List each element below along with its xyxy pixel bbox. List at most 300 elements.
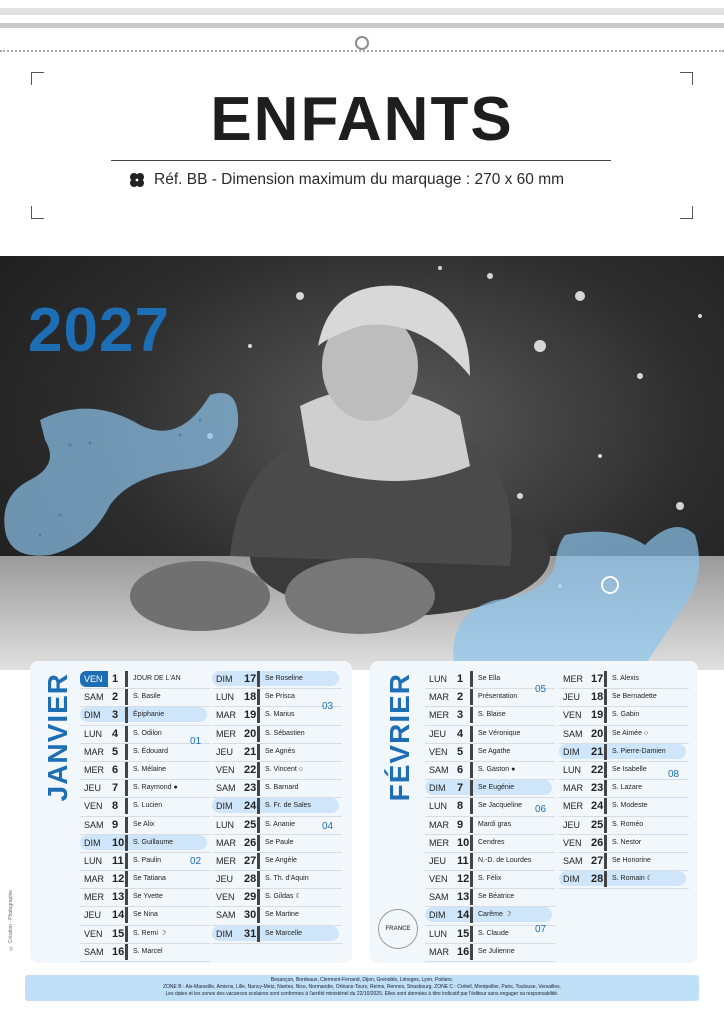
day-number: 9: [112, 818, 119, 831]
day-name: MAR: [429, 692, 449, 703]
day-number: 14: [112, 909, 125, 922]
day-name: MAR: [563, 783, 583, 794]
crop-mark: [680, 206, 693, 219]
day-row: [425, 817, 555, 835]
day-row: [559, 689, 689, 707]
day-number: 11: [112, 854, 124, 867]
february-col-1: [425, 671, 555, 962]
saint-name: S. Gaston ●: [478, 765, 516, 773]
day-separator: [125, 817, 128, 833]
day-row: [559, 707, 689, 725]
february-col-2: [559, 671, 689, 889]
day-number: 1: [457, 673, 464, 685]
day-row: [80, 671, 210, 689]
day-number: 11: [457, 854, 469, 867]
day-number: 17: [591, 673, 604, 685]
day-name: LUN: [429, 801, 448, 812]
day-name: MAR: [429, 946, 449, 957]
day-row: [425, 871, 555, 889]
day-row: [80, 889, 210, 907]
saint-name: S. Gildas ☾: [265, 893, 302, 901]
saint-name: Épiphanie: [133, 711, 165, 719]
day-name: DIM: [563, 746, 580, 757]
day-separator: [257, 671, 260, 687]
week-number: 02: [190, 856, 202, 867]
day-number: 10: [457, 836, 470, 849]
day-number: 23: [244, 782, 257, 795]
saint-name: Se Yvette: [133, 893, 163, 901]
day-row: [212, 835, 342, 853]
day-number: 28: [591, 873, 604, 886]
saint-name: Se Isabelle: [612, 765, 647, 773]
day-number: 23: [591, 782, 604, 795]
day-row: [80, 689, 210, 707]
saint-name: S. Guillaume: [133, 838, 174, 846]
saint-name: S. Vincent ○: [265, 765, 303, 773]
day-name: MAR: [84, 746, 104, 757]
day-number: 26: [244, 836, 257, 849]
saint-name: S. Odilon: [133, 729, 162, 737]
saint-name: JOUR DE L'AN: [133, 675, 181, 682]
day-name: VEN: [563, 710, 582, 721]
day-separator: [604, 726, 607, 742]
day-row: [212, 726, 342, 744]
day-number: 5: [112, 745, 119, 758]
hanging-hole: [355, 36, 369, 50]
day-row: [80, 817, 210, 835]
day-number: 2: [112, 691, 119, 704]
day-number: 20: [244, 727, 257, 740]
day-row: [212, 744, 342, 762]
day-name: MAR: [84, 874, 104, 885]
day-number: 27: [591, 854, 604, 867]
day-name: SAM: [84, 946, 104, 957]
day-row: [212, 889, 342, 907]
saint-name: Se Paule: [265, 838, 294, 846]
day-separator: [470, 889, 473, 905]
day-separator: [257, 889, 260, 905]
saint-name: S. Paulin: [133, 856, 162, 864]
day-separator: [604, 671, 607, 687]
day-name: SAM: [216, 783, 236, 794]
day-name: SAM: [563, 855, 583, 866]
day-row: [212, 853, 342, 871]
day-number: 3: [112, 709, 119, 722]
day-number: 14: [457, 909, 470, 922]
day-separator: [125, 926, 128, 942]
day-name: DIM: [216, 674, 233, 684]
day-name: MER: [429, 710, 449, 721]
school-holidays-footer: [25, 975, 699, 1001]
saint-name: S. Barnard: [265, 784, 299, 792]
day-separator: [257, 817, 260, 833]
day-number: 16: [457, 945, 470, 958]
day-number: 13: [112, 891, 125, 904]
day-row: [212, 871, 342, 889]
day-number: 25: [244, 818, 257, 831]
saint-name: S. Ananie: [265, 820, 295, 828]
day-number: 21: [591, 745, 604, 758]
year-label: 2027: [28, 296, 170, 365]
day-name: DIM: [216, 801, 233, 812]
saint-name: Se Agnès: [265, 747, 295, 755]
day-number: 26: [591, 836, 604, 849]
day-row: [212, 762, 342, 780]
saint-name: S. Nestor: [612, 838, 642, 846]
week-number: 06: [535, 804, 547, 815]
day-separator: [125, 707, 128, 723]
day-name: VEN: [429, 874, 448, 885]
perforation-line: [0, 50, 724, 52]
reference-line: [128, 169, 628, 191]
day-name: JEU: [429, 728, 447, 739]
day-separator: [257, 871, 260, 887]
day-separator: [604, 689, 607, 705]
day-name: MER: [216, 855, 236, 866]
january-col-1: [80, 671, 210, 962]
day-name: MER: [429, 837, 449, 848]
saint-name: S. Mélaine: [133, 765, 167, 773]
saint-name: Se Jacqueline: [478, 802, 522, 810]
saint-name: Mardi gras: [478, 820, 512, 828]
day-separator: [125, 689, 128, 705]
saint-name: Se Tatiana: [133, 875, 166, 883]
day-name: LUN: [216, 819, 235, 830]
day-number: 7: [112, 782, 119, 795]
day-separator: [470, 835, 473, 851]
saint-name: Se Ella: [478, 675, 501, 682]
saint-name: S. Modeste: [612, 802, 648, 810]
saint-name: S. Pierre-Damien: [612, 747, 666, 755]
day-name: VEN: [429, 746, 448, 757]
saint-name: S. Marcel: [133, 947, 163, 955]
day-separator: [604, 817, 607, 833]
day-row: [212, 907, 342, 925]
saint-name: S. Blaise: [478, 711, 506, 719]
week-number: 07: [535, 924, 547, 935]
saint-name: S. Alexis: [612, 675, 639, 682]
day-name: JEU: [563, 819, 581, 830]
saint-name: S. Fr. de Sales: [265, 802, 311, 810]
day-separator: [470, 853, 473, 869]
day-separator: [257, 907, 260, 923]
title-divider: [111, 160, 611, 161]
day-name: JEU: [216, 874, 234, 885]
day-row: [559, 817, 689, 835]
footer-line-3: Les dates et les zones des vacances scolaires sont conformes à l'arrêté ministériel du 22/10/2025. Elles sont données à titre indicatif par l'éditeur sans engager sa responsabilité.: [165, 991, 559, 997]
day-row: [425, 744, 555, 762]
day-separator: [257, 926, 260, 942]
day-separator: [257, 835, 260, 851]
day-number: 18: [244, 691, 257, 704]
week-number: 01: [190, 736, 202, 747]
footer-line-2: ZONE B : Aix-Marseille, Amiens, Lille, Nancy-Metz, Nantes, Nice, Normandie, Orléans-Tours, Reims, Rennes, Strasbourg. ZONE C : Créteil, Montpellier, Paris, Toulouse, Versailles.: [162, 984, 562, 990]
saint-name: Se Alix: [133, 820, 155, 828]
day-row: [559, 780, 689, 798]
february-panel: [370, 661, 698, 963]
day-row: [80, 780, 210, 798]
day-number: 24: [244, 800, 257, 813]
day-separator: [257, 798, 260, 814]
saint-name: Se Véronique: [478, 729, 521, 737]
day-name: DIM: [216, 928, 233, 939]
day-name: MER: [84, 892, 104, 903]
day-number: 17: [244, 673, 257, 685]
day-number: 6: [457, 763, 464, 776]
day-separator: [257, 726, 260, 742]
day-separator: [470, 707, 473, 723]
day-separator: [470, 780, 473, 796]
day-row: [425, 780, 555, 798]
day-row: [559, 671, 689, 689]
day-row: [425, 835, 555, 853]
day-separator: [257, 707, 260, 723]
day-separator: [125, 853, 128, 869]
day-name: MER: [563, 674, 583, 684]
week-number: 05: [535, 684, 547, 695]
day-separator: [125, 780, 128, 796]
day-number: 18: [591, 691, 604, 704]
day-name: DIM: [563, 874, 580, 885]
day-separator: [125, 798, 128, 814]
day-name: VEN: [84, 801, 103, 812]
day-name: LUN: [84, 855, 103, 866]
saint-name: Se Roseline: [265, 675, 303, 682]
origine-france-badge: FRANCE: [378, 909, 418, 949]
saint-name: Présentation: [478, 693, 518, 701]
decorative-wave-left: [0, 385, 245, 575]
day-separator: [125, 871, 128, 887]
day-name: VEN: [84, 928, 103, 939]
day-number: 31: [244, 927, 257, 940]
saint-name: S. Félix: [478, 875, 502, 883]
day-separator: [470, 926, 473, 942]
day-name: DIM: [84, 837, 101, 848]
day-number: 8: [457, 800, 464, 813]
day-name: JEU: [84, 783, 102, 794]
day-number: 8: [112, 800, 119, 813]
saint-name: Se Bernadette: [612, 693, 657, 701]
day-number: 9: [457, 818, 464, 831]
day-number: 22: [244, 763, 257, 776]
photo-credit: © Création - Photographie: [8, 890, 14, 951]
day-number: 12: [457, 873, 470, 886]
day-number: 15: [112, 927, 125, 940]
day-row: [559, 853, 689, 871]
day-separator: [125, 744, 128, 760]
day-separator: [125, 907, 128, 923]
day-number: 12: [112, 873, 125, 886]
day-name: MER: [84, 764, 104, 775]
day-row: [425, 889, 555, 907]
saint-name: S. Raymond ●: [133, 784, 178, 792]
day-name: MAR: [429, 819, 449, 830]
day-number: 21: [244, 745, 257, 758]
month-name-january: JANVIER: [42, 673, 73, 802]
saint-name: Se Honorine: [612, 856, 651, 864]
day-number: 25: [591, 818, 604, 831]
saint-name: S. Roméo: [612, 820, 644, 828]
saint-name: S. Romain ☾: [612, 875, 653, 883]
saint-name: Se Prisca: [265, 693, 295, 701]
saint-name: Se Nina: [133, 911, 158, 919]
day-separator: [470, 744, 473, 760]
day-name: VEN: [216, 764, 235, 775]
day-number: 13: [457, 891, 470, 904]
day-number: 29: [244, 891, 257, 904]
day-number: 3: [457, 709, 464, 722]
day-separator: [125, 762, 128, 778]
day-separator: [604, 853, 607, 869]
day-separator: [470, 944, 473, 960]
day-row: [425, 762, 555, 780]
saint-name: Se Aimée ○: [612, 729, 649, 737]
day-name: LUN: [84, 728, 103, 739]
day-number: 5: [457, 745, 464, 758]
day-number: 10: [112, 836, 125, 849]
day-number: 16: [112, 945, 125, 958]
day-number: 2: [457, 691, 464, 704]
day-separator: [604, 835, 607, 851]
day-number: 1: [112, 673, 119, 685]
day-number: 20: [591, 727, 604, 740]
day-row: [212, 798, 342, 816]
saint-name: S. Gabin: [612, 711, 640, 719]
day-separator: [470, 689, 473, 705]
day-name: SAM: [429, 764, 449, 775]
day-separator: [604, 780, 607, 796]
day-number: 19: [591, 709, 604, 722]
page-title: ENFANTS: [210, 85, 514, 154]
day-number: 27: [244, 854, 257, 867]
day-number: 24: [591, 800, 604, 813]
day-separator: [125, 944, 128, 960]
day-row: [212, 671, 342, 689]
day-name: LUN: [429, 674, 448, 684]
day-row: [80, 926, 210, 944]
saint-name: N.-D. de Lourdes: [478, 856, 532, 864]
saint-name: Se Martine: [265, 911, 299, 919]
day-row: [559, 744, 689, 762]
day-name: MAR: [216, 710, 236, 721]
day-row: [425, 707, 555, 725]
day-name: VEN: [563, 837, 582, 848]
saint-name: Se Agathe: [478, 747, 511, 755]
day-separator: [257, 780, 260, 796]
day-row: [559, 871, 689, 889]
day-name: JEU: [563, 692, 581, 703]
saint-name: Se Julienne: [478, 947, 515, 955]
day-separator: [257, 853, 260, 869]
day-row: [80, 762, 210, 780]
day-name: MER: [216, 728, 236, 739]
saint-name: S. Lucien: [133, 802, 163, 810]
day-name: SAM: [216, 910, 236, 921]
day-name: SAM: [84, 692, 104, 703]
day-separator: [470, 762, 473, 778]
day-row: [80, 907, 210, 925]
day-separator: [257, 744, 260, 760]
day-row: [425, 853, 555, 871]
day-row: [80, 798, 210, 816]
saint-name: S. Basile: [133, 693, 161, 701]
day-number: 7: [457, 782, 464, 795]
day-separator: [257, 762, 260, 778]
month-name-february: FÉVRIER: [384, 673, 415, 802]
saint-name: S. Sébastien: [265, 729, 305, 737]
day-name: JEU: [84, 910, 102, 921]
day-row: [425, 726, 555, 744]
day-number: 6: [112, 763, 119, 776]
day-separator: [604, 744, 607, 760]
day-name: LUN: [563, 764, 582, 775]
day-row: [80, 835, 210, 853]
day-separator: [470, 907, 473, 923]
day-separator: [604, 871, 607, 887]
saint-name: Se Angèle: [265, 856, 297, 864]
day-number: 4: [112, 727, 119, 740]
day-row: [80, 871, 210, 889]
saint-name: Carême ☽: [478, 911, 512, 919]
day-row: [80, 707, 210, 725]
day-row: [212, 926, 342, 944]
day-separator: [257, 689, 260, 705]
day-name: DIM: [429, 910, 446, 921]
saint-name: S. Claude: [478, 929, 509, 937]
day-number: 15: [457, 927, 470, 940]
day-separator: [125, 671, 128, 687]
day-row: [559, 798, 689, 816]
day-number: 30: [244, 909, 257, 922]
day-name: VEN: [80, 671, 108, 687]
saint-name: S. Édouard: [133, 747, 169, 755]
reference-text: Réf. BB - Dimension maximum du marquage : 270 x 60 mm: [154, 171, 565, 188]
clover-icon: [128, 171, 146, 189]
day-row: [559, 835, 689, 853]
day-separator: [125, 726, 128, 742]
day-separator: [604, 798, 607, 814]
week-number: 03: [322, 701, 334, 712]
day-separator: [125, 835, 128, 851]
crop-mark: [31, 206, 44, 219]
day-row: [212, 780, 342, 798]
day-name: MAR: [216, 837, 236, 848]
day-name: MER: [563, 801, 583, 812]
week-number: 08: [668, 769, 680, 780]
saint-name: S. Remi ☽: [133, 929, 167, 937]
day-number: 22: [591, 763, 604, 776]
saint-name: S. Marius: [265, 711, 295, 719]
saint-name: S. Lazare: [612, 784, 642, 792]
saint-name: S. Th. d'Aquin: [265, 875, 309, 883]
day-name: SAM: [429, 892, 449, 903]
day-name: LUN: [429, 928, 448, 939]
day-name: DIM: [84, 710, 101, 721]
day-separator: [604, 762, 607, 778]
day-name: LUN: [216, 692, 235, 703]
day-separator: [470, 871, 473, 887]
day-name: SAM: [84, 819, 104, 830]
day-separator: [470, 671, 473, 687]
saint-name: Cendres: [478, 838, 505, 846]
day-separator: [470, 726, 473, 742]
day-name: JEU: [216, 746, 234, 757]
top-bar: [0, 8, 724, 15]
day-row: [425, 907, 555, 925]
day-name: DIM: [429, 783, 446, 794]
day-number: 4: [457, 727, 464, 740]
day-name: SAM: [563, 728, 583, 739]
